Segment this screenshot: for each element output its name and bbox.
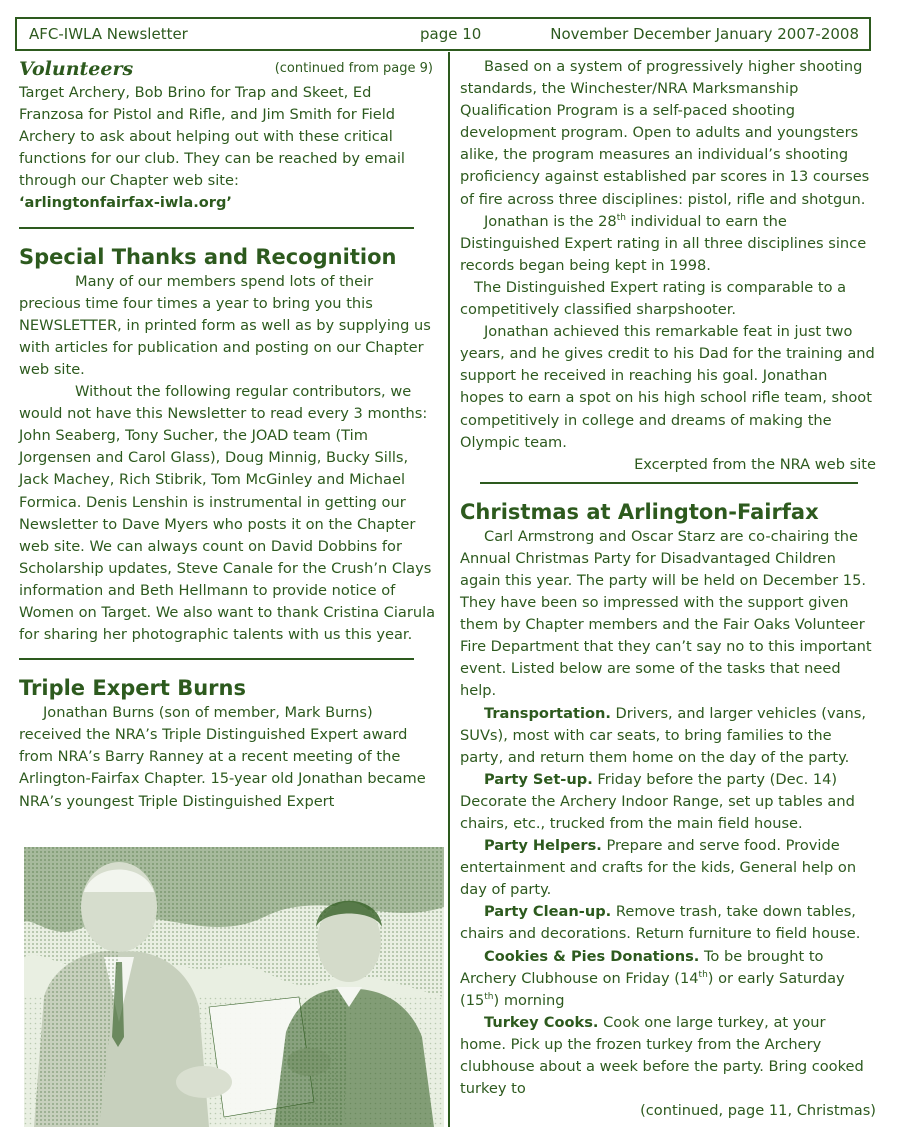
task-text: Friday before the party (Dec. 14) Decorate the Archery Indoor Range, set up tables and chairs, etc., trucked from the main field house.	[460, 770, 855, 832]
task-text: To be brought to Archery Clubhouse on Friday (14	[460, 947, 824, 987]
volunteers-title: Volunteers	[19, 58, 134, 80]
task-text: Cook one large turkey, at your home. Pick up the frozen turkey from the Archery clubhouse about a week before the party. Bring cooked turkey to	[460, 1013, 864, 1098]
special-thanks-p2: Without the following regular contributors, we would not have this Newsletter to read every 3 months: John Seaberg, Tony Sucher, the JOAD team (Tim Jorgensen and Carol Glass), Doug Minnig, Bucky Sills, Jack Machey, Rich Stibrik, Tom McGinley and Michael Formica. Denis Lenshin is instrumental in getting our Newsletter to Dave Myers who posts it on the Chapter web site. We can always count on David Dobbins for Scholarship updates, Steve Canale for the Crush’n Clays information and Beth Hellmann to provide notice of Women on Target. We also want to thank Cristina Ciarula for sharing her photographic talents with us this year.	[19, 383, 436, 644]
header-title: AFC-IWLA Newsletter	[29, 25, 188, 43]
task-label: Party Set-up.	[484, 770, 593, 788]
chapter-url[interactable]: ‘arlingtonfairfax-iwla.org’	[19, 194, 232, 212]
section-rule	[19, 227, 414, 229]
special-thanks-p1: Many of our members spend lots of their precious time four times a year to bring you this NEWSLETTER, in printed form as well as by supplying us with articles for publication and posting on our Chapter web site.	[19, 272, 431, 378]
christmas-continued-note: (continued, page 11, Christmas)	[640, 1102, 876, 1120]
task-label: Transportation.	[484, 704, 611, 722]
section-rule	[19, 658, 414, 660]
nra-program-p2	[460, 211, 876, 277]
nra-program-p1: Based on a system of progressively higher shooting standards, the Winchester/NRA Marksmanship Qualification Program is a self-paced shooting development program. Open to adults and youngsters alike, the program measures an individual’s shooting proficiency against established par scores in 13 courses of fire across three disciplines: pistol, rifle and shotgun.	[460, 58, 870, 208]
nra-p2-text-a: Jonathan is the 28	[484, 212, 617, 230]
nra-program-p3: The Distinguished Expert rating is comparable to a competitively classified sharpshooter.	[460, 278, 847, 319]
task-label: Party Clean-up.	[484, 903, 612, 921]
task-text: Remove trash, take down tables, chairs and decorations. Return furniture to field house.	[460, 903, 861, 943]
nra-p2-text-b: individual to earn the Distinguished Expert rating in all three disciplines since records began being kept in 1998.	[460, 212, 867, 274]
task-text: Prepare and serve food. Provide entertainment and crafts for the kids, General help on day of party.	[460, 837, 857, 899]
task-text: ) or early Saturday (15	[460, 969, 845, 1009]
ordinal-suffix: th	[616, 212, 626, 223]
volunteers-title-row	[19, 56, 437, 82]
award-photo-image	[24, 847, 444, 1127]
task-cookies	[460, 946, 876, 1012]
task-cleanup	[460, 901, 876, 945]
task-label: Turkey Cooks.	[484, 1013, 599, 1031]
right-column	[460, 56, 876, 1122]
task-text: ) morning	[493, 991, 565, 1009]
award-photo	[24, 847, 444, 1127]
volunteers-body: Target Archery, Bob Brino for Trap and Skeet, Ed Franzosa for Pistol and Rifle, and Jim Smith for Field Archery to ask about helping out with these critical functions for our club. They can be reached by email through our Chapter web site:	[19, 84, 405, 190]
task-label: Cookies & Pies Donations.	[484, 947, 700, 965]
nra-program-p4: Jonathan achieved this remarkable feat in just two years, and he gives credit to his Dad for the training and support he received in reaching his goal. Jonathan hopes to earn a spot on his high school rifle team, shoot competitively in college and dreams of making the Olympic team.	[460, 323, 875, 451]
ordinal-suffix: th	[698, 969, 708, 980]
left-column	[19, 56, 437, 813]
task-label: Party Helpers.	[484, 837, 602, 855]
christmas-intro: Carl Armstrong and Oscar Starz are co-chairing the Annual Christmas Party for Disadvantaged Children again this year. The party will be held on December 15. They have been so impressed with the support given them by Chapter members and the Fair Oaks Volunteer Fire Department that they can’t say no to this important event. Listed below are some of the tasks that need help.	[460, 527, 872, 700]
task-helpers	[460, 835, 876, 901]
column-divider	[448, 52, 450, 1127]
special-thanks-title: Special Thanks and Recognition	[19, 244, 397, 269]
task-transportation	[460, 703, 876, 769]
ordinal-suffix: th	[484, 991, 494, 1002]
header-issue-date: November December January 2007-2008	[550, 25, 859, 43]
section-rule	[480, 482, 858, 484]
task-text: Drivers, and larger vehicles (vans, SUVs), most with car seats, to bring families to the party, and return them home on the day of the party.	[460, 704, 867, 766]
header-page-number: page 10	[420, 25, 482, 43]
nra-credit-line: Excerpted from the NRA web site	[634, 455, 876, 473]
triple-expert-title: Triple Expert Burns	[19, 676, 246, 701]
task-setup	[460, 769, 876, 835]
triple-expert-p1: Jonathan Burns (son of member, Mark Burns) received the NRA’s Triple Distinguished Expert award from NRA’s Barry Ranney at a recent meeting of the Arlington-Fairfax Chapter. 15-year old Jonathan became NRA’s youngest Triple Distinguished Expert	[19, 704, 426, 810]
newsletter-header	[15, 17, 871, 51]
volunteers-continued-note: (continued from page 9)	[274, 61, 433, 76]
christmas-title: Christmas at Arlington-Fairfax	[460, 499, 819, 524]
task-turkey	[460, 1012, 876, 1100]
